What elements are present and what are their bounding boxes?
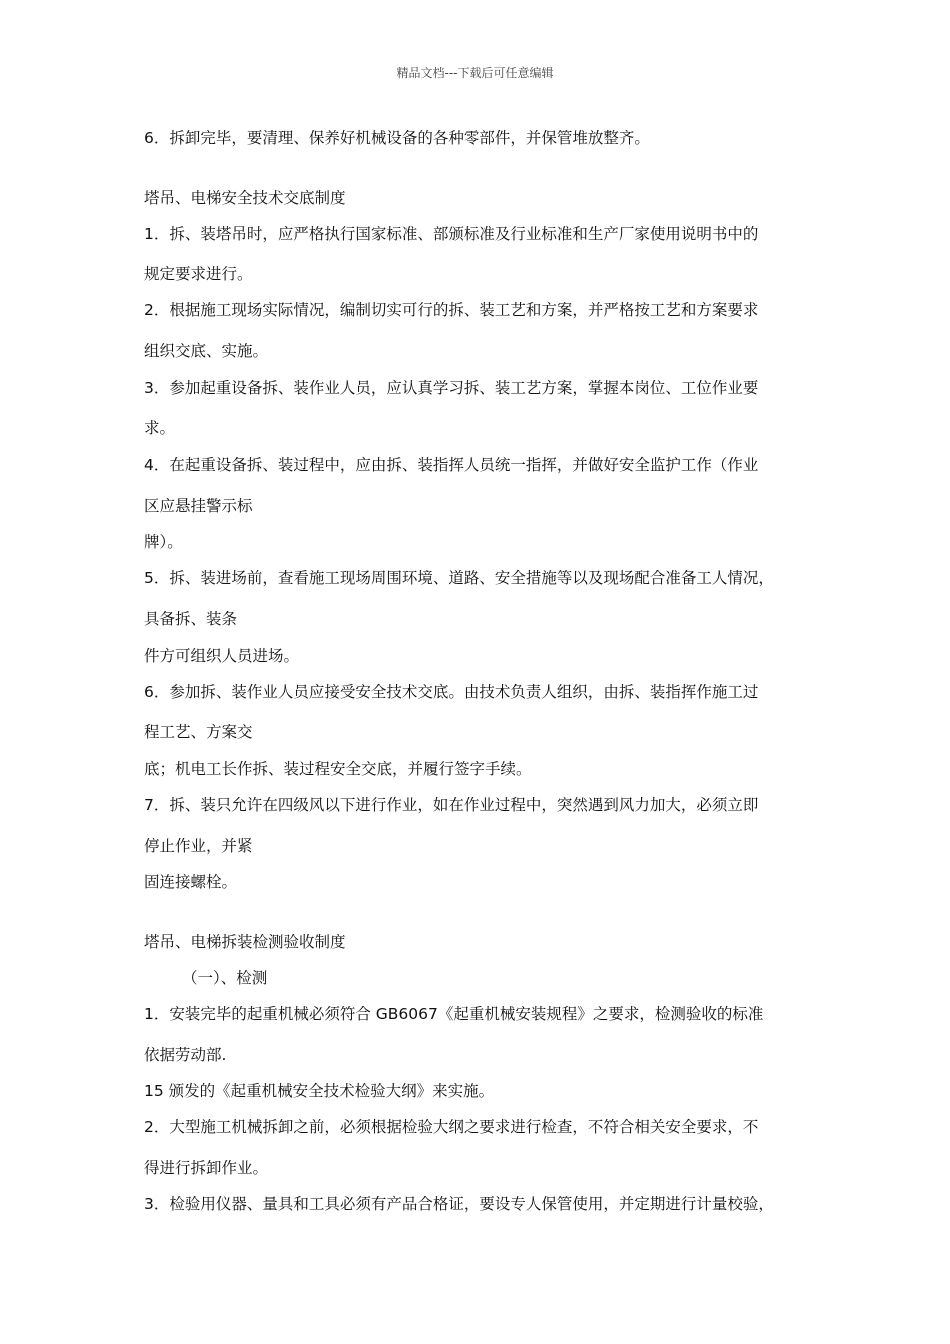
text-line: 6．拆卸完毕，要清理、保养好机械设备的各种零部件，并保管堆放整齐。 xyxy=(144,129,650,147)
text-line: 组织交底、实施。 xyxy=(144,342,269,360)
text-line: 区应悬挂警示标 xyxy=(144,497,253,515)
text-line: 7．拆、装只允许在四级风以下进行作业，如在作业过程中，突然遇到风力加大，必须立即 xyxy=(144,796,759,814)
text-line: 5．拆、装进场前，查看施工现场周围环境、道路、安全措施等以及现场配合准备工人情况， xyxy=(144,569,774,587)
text-line: 依据劳动部. xyxy=(144,1046,227,1064)
text-line: 4．在起重设备拆、装过程中，应由拆、装指挥人员统一指挥，并做好安全监护工作（作业 xyxy=(144,456,759,474)
text-line: 件方可组织人员进场。 xyxy=(144,647,300,665)
text-line: 3．参加起重设备拆、装作业人员，应认真学习拆、装工艺方案，掌握本岗位、工位作业要 xyxy=(144,379,759,397)
text-line: 停止作业，并紧 xyxy=(144,837,253,855)
text-line: 程工艺、方案交 xyxy=(144,723,253,741)
text-line: 6．参加拆、装作业人员应接受安全技术交底。由技术负责人组织，由拆、装指挥作施工过 xyxy=(144,683,759,701)
section-title: 塔吊、电梯安全技术交底制度 xyxy=(144,189,346,207)
page-header: 精品文档---下载后可任意编辑 xyxy=(396,66,554,80)
text-line: 15 颁发的《起重机械安全技术检验大纲》来实施。 xyxy=(144,1082,495,1100)
text-line: 牌）。 xyxy=(144,533,183,551)
text-line: 2．大型施工机械拆卸之前，必须根据检验大纲之要求进行检查，不符合相关安全要求，不 xyxy=(144,1118,759,1136)
text-line: 1．安装完毕的起重机械必须符合 GB6067《起重机械安装规程》之要求，检测验收的标准 xyxy=(144,1005,764,1023)
text-line: 固连接螺栓。 xyxy=(144,873,238,891)
text-line: 求。 xyxy=(144,419,176,437)
subsection-title: （一）、检测 xyxy=(182,969,268,987)
text-line: 规定要求进行。 xyxy=(144,265,253,283)
text-line: 2．根据施工现场实际情况，编制切实可行的拆、装工艺和方案，并严格按工艺和方案要求 xyxy=(144,301,759,319)
section-title: 塔吊、电梯拆装检测验收制度 xyxy=(144,933,346,951)
text-line: 底；机电工长作拆、装过程安全交底，并履行签字手续。 xyxy=(144,760,532,778)
text-line: 3．检验用仪器、量具和工具必须有产品合格证，要设专人保管使用，并定期进行计量校验， xyxy=(144,1195,774,1213)
text-line: 得进行拆卸作业。 xyxy=(144,1159,269,1177)
text-line: 具备拆、装条 xyxy=(144,610,238,628)
text-line: 1．拆、装塔吊时，应严格执行国家标准、部颁标准及行业标准和生产厂家使用说明书中的 xyxy=(144,225,759,243)
